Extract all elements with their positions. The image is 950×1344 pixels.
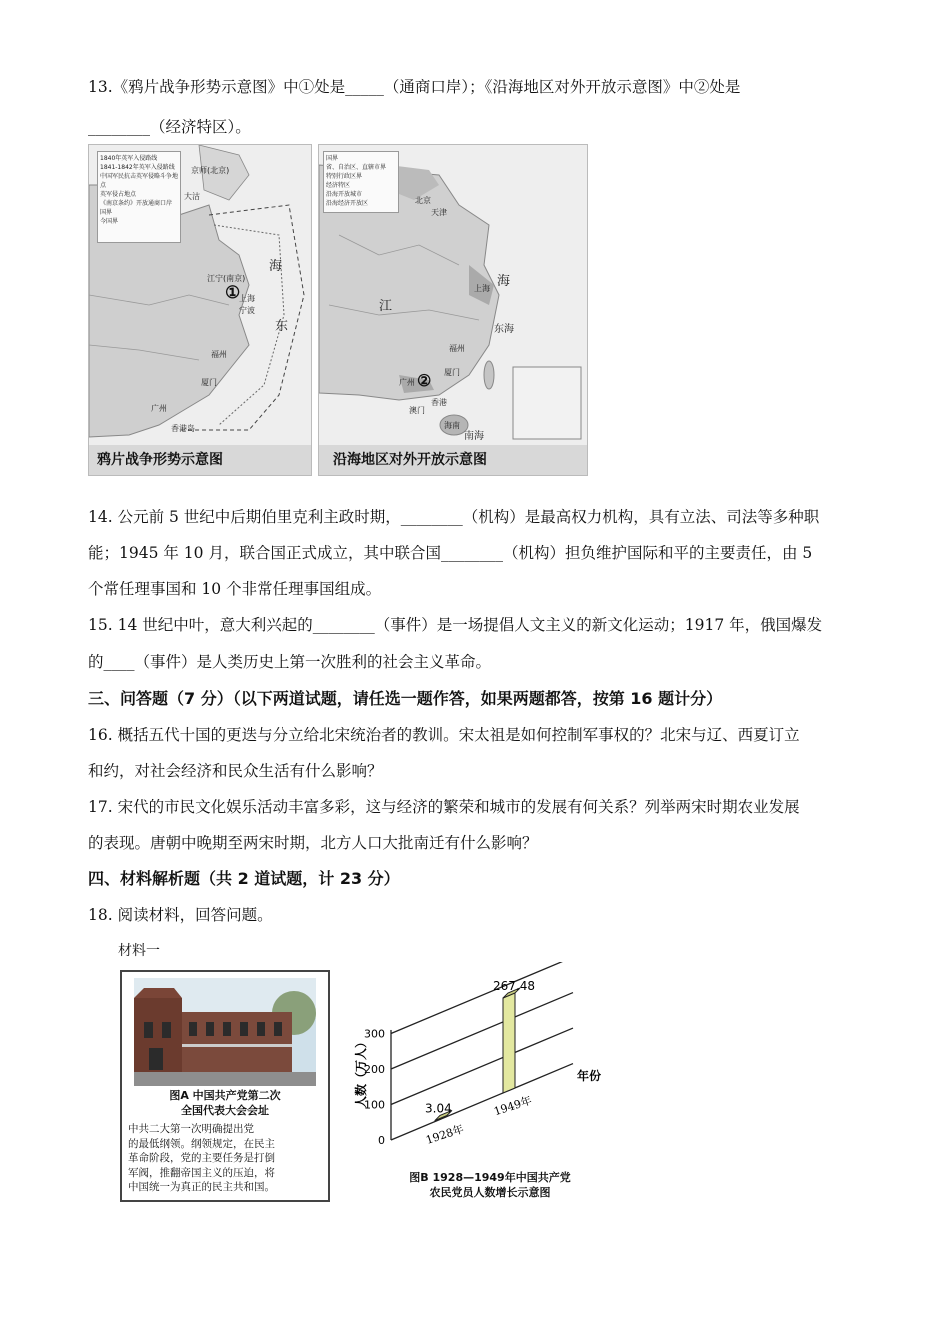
map1-caption: 鸦片战争形势示意图 bbox=[89, 445, 311, 475]
legend-item: 国界 bbox=[326, 155, 339, 162]
figure-b-title-2: 农民党员人数增长示意图 bbox=[429, 1186, 551, 1199]
legend-item: 《南京条约》开放通商口岸 bbox=[100, 200, 173, 207]
map1-legend bbox=[97, 151, 181, 243]
coastal-opening-map bbox=[318, 144, 588, 476]
legend-item: 沿海开放城市 bbox=[326, 191, 363, 198]
legend-item: 省、自治区、直辖市界 bbox=[326, 164, 387, 171]
y-tick-label: 100 bbox=[364, 1098, 385, 1112]
q17-line2: 的表现。唐朝中晚期至两宋时期，北方人口大批南迁有什么影响？ bbox=[88, 834, 538, 852]
legend-item: 1841-1842年英军入侵路线 bbox=[100, 164, 175, 171]
legend-item: 1840年英军入侵路线 bbox=[100, 155, 158, 162]
figure-a-text-line: 军阀，推翻帝国主义的压迫，将 bbox=[128, 1166, 275, 1179]
figure-b bbox=[345, 962, 615, 1202]
gridline bbox=[391, 1064, 573, 1140]
figure-a-title-2: 全国代表大会会址 bbox=[181, 1104, 269, 1117]
map1-label-dagu: 大沽 bbox=[184, 192, 200, 201]
map2-label-hai: 海 bbox=[497, 274, 511, 289]
figure-a-title bbox=[122, 1088, 328, 1118]
opium-war-map bbox=[88, 144, 312, 476]
material-label: 材料一 bbox=[118, 943, 160, 959]
map1-marker-1: ① bbox=[225, 283, 241, 303]
map1-label-shanghai: 上海 bbox=[239, 294, 255, 303]
y-tick-label: 200 bbox=[364, 1063, 385, 1076]
bar bbox=[503, 993, 515, 1093]
legend-item: 今国界 bbox=[100, 218, 119, 225]
map1-label-beijing: 京师(北京) bbox=[191, 166, 230, 175]
q13-line1: 13.《鸦片战争形势示意图》中①处是_____（通商口岸）；《沿海地区对外开放示意图》中②处是 bbox=[88, 78, 741, 96]
map1-label-xiamen: 厦门 bbox=[201, 378, 217, 387]
figure-b-title-1: 图B 1928—1949年中国共产党 bbox=[409, 1171, 571, 1184]
y-tick-label: 300 bbox=[364, 1027, 385, 1041]
figure-a-text-line: 的最低纲领。纲领规定，在民主 bbox=[128, 1137, 275, 1150]
map1-label-guangzhou: 广州 bbox=[151, 404, 167, 413]
map1-label-sea: 海 bbox=[269, 259, 283, 274]
map2-label-beijing: 北京 bbox=[415, 196, 431, 205]
map2-label-nanhai: 南海 bbox=[464, 431, 484, 442]
q14-line3: 个常任理事国和 10 个非常任理事国组成。 bbox=[88, 580, 382, 598]
section3-heading: 三、问答题（7 分）（以下两道试题，请任选一题作答，如果两题都答，按第 16 题计分） bbox=[88, 689, 723, 708]
map2-label-hainan: 海南 bbox=[444, 421, 460, 430]
q18-text: 18. 阅读材料，回答问题。 bbox=[88, 906, 273, 924]
figure-a bbox=[120, 970, 330, 1202]
y-tick-label: 0 bbox=[378, 1134, 385, 1147]
legend-item: 国界 bbox=[100, 209, 113, 216]
figure-a-title-1: 图A 中国共产党第二次 bbox=[169, 1089, 281, 1102]
q14-line2: 能；1945 年 10 月，联合国正式成立，其中联合国________（机构）担负维护国际和平的主要责任，由 5 bbox=[88, 544, 813, 562]
map2-label-fuzhou: 福州 bbox=[449, 344, 465, 353]
congress-site-photo bbox=[134, 978, 316, 1086]
map2-label-tianjin: 天津 bbox=[431, 208, 447, 217]
figure-b-title bbox=[365, 1170, 615, 1200]
q15-line1: 15. 14 世纪中叶，意大利兴起的________（事件）是一场提倡人文主义的新文化运动；1917 年，俄国爆发 bbox=[88, 616, 823, 634]
section4-heading: 四、材料解析题（共 2 道试题，计 23 分） bbox=[88, 869, 400, 888]
map2-label-guangzhou: 广州 bbox=[399, 378, 415, 387]
gridline bbox=[391, 1028, 573, 1104]
x-tick-label: 1928年 bbox=[424, 1122, 466, 1147]
y-axis-label: 人数（万人） bbox=[354, 1035, 368, 1109]
map2-caption: 沿海地区对外开放示意图 bbox=[319, 445, 587, 475]
data-label: 3.04 bbox=[425, 1101, 452, 1116]
map2-label-xiamen: 厦门 bbox=[444, 368, 460, 377]
map1-label-ningbo: 宁波 bbox=[239, 306, 255, 315]
map1-label-hongkong: 香港岛 bbox=[171, 424, 195, 433]
map2-legend bbox=[323, 151, 399, 213]
map1-label-fuzhou: 福州 bbox=[211, 350, 227, 359]
figure-a-text bbox=[128, 1122, 324, 1195]
map2-marker-2: ② bbox=[417, 371, 432, 390]
map2-label-donghai: 东海 bbox=[494, 324, 514, 335]
legend-item: 特别行政区界 bbox=[326, 173, 363, 180]
legend-item: 英军侵占地点 bbox=[100, 191, 137, 198]
legend-item: 经济特区 bbox=[326, 182, 351, 189]
map2-label-hongkong: 香港 bbox=[431, 398, 447, 407]
figure-a-text-line: 中国统一为真正的民主共和国。 bbox=[128, 1181, 275, 1193]
legend-item: 沿海经济开放区 bbox=[326, 200, 369, 207]
figure-a-text-line: 中共二大第一次明确提出党 bbox=[128, 1123, 254, 1135]
q16-line1: 16. 概括五代十国的更迭与分立给北宋统治者的教训。宋太祖是如何控制军事权的？北宋与辽、西夏订立 bbox=[88, 726, 800, 744]
figure-a-text-line: 革命阶段，党的主要任务是打倒 bbox=[128, 1152, 275, 1164]
q16-line2: 和约，对社会经济和民众生活有什么影响？ bbox=[88, 762, 383, 780]
legend-item: 中国军民抗击英军侵略斗争地点 bbox=[100, 173, 179, 189]
map1-label-dong: 东 bbox=[275, 319, 289, 334]
map2-label-macau: 澳门 bbox=[409, 406, 425, 415]
map2-label-jiang: 江 bbox=[379, 299, 393, 314]
gridline bbox=[391, 962, 573, 1034]
map1-label-jiangning: 江宁(南京) bbox=[207, 274, 246, 283]
x-tick-label: 1949年 bbox=[492, 1093, 534, 1119]
membership-chart bbox=[345, 962, 615, 1172]
x-axis-label: 年份 bbox=[577, 1069, 602, 1083]
q15-line2: 的____（事件）是人类历史上第一次胜利的社会主义革命。 bbox=[88, 653, 492, 671]
q13-line2: ________（经济特区）。 bbox=[88, 118, 251, 136]
gridline bbox=[391, 993, 573, 1069]
map2-label-shanghai: 上海 bbox=[474, 284, 490, 293]
data-label: 267.48 bbox=[493, 979, 535, 994]
q14-line1: 14. 公元前 5 世纪中后期伯里克利主政时期，________（机构）是最高权力机构，具有立法、司法等多种职 bbox=[88, 508, 820, 526]
q17-line1: 17. 宋代的市民文化娱乐活动丰富多彩，这与经济的繁荣和城市的发展有何关系？列举两宋时期农业发展 bbox=[88, 798, 800, 816]
